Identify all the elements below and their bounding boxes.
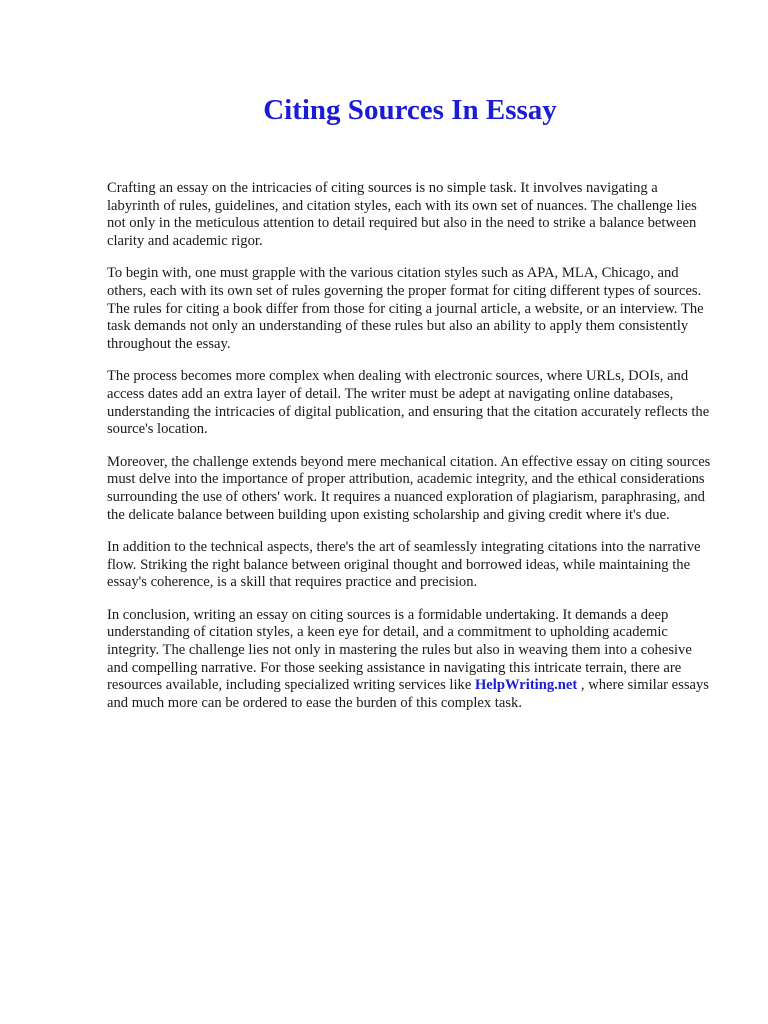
paragraph-integration: In addition to the technical aspects, there's the art of seamlessly integrating citations into the narrative flow. Striking the right balance between original thought and borrowed ideas, while maintaining the essay's coherence, is a skill that requires practice and precision. [107, 539, 701, 591]
paragraph-conclusion [107, 607, 714, 713]
paragraph-electronic-sources: The process becomes more complex when dealing with electronic sources, where URLs, DOIs, and access dates add an extra layer of detail. The writer must be adept at navigating online databases, understanding the intricacies of digital publication, and ensuring that the citation accurately reflects the source's location. [107, 368, 710, 438]
essay-body [107, 180, 714, 727]
helpwriting-link[interactable]: HelpWriting.net [474, 677, 578, 694]
conclusion-text-before-link: In conclusion, writing an essay on citing sources is a formidable undertaking. It demands a deep understanding of citation styles, a keen eye for detail, and a commitment to upholding academic integrity. The challenge lies not only in mastering the rules but also in weaving them into a cohesive and compelling narrative. For those seeking assistance in navigating this intricate terrain, there are resources available, including specialized writing services like [107, 606, 692, 694]
paragraph-citation-styles: To begin with, one must grapple with the various citation styles such as APA, MLA, Chicago, and others, each with its own set of rules governing the proper format for citing different types of sources. The rules for citing a book differ from those for citing a journal article, a website, or an interview. The task demands not only an understanding of these rules but also an ability to apply them consistently throughout the essay. [107, 265, 704, 352]
paragraph-intro: Crafting an essay on the intricacies of citing sources is no simple task. It involves navigating a labyrinth of rules, guidelines, and citation styles, each with its own set of nuances. The challenge lies not only in the meticulous attention to detail required but also in the need to strike a balance between clarity and academic rigor. [107, 180, 697, 249]
conclusion-text-after-link: , where similar essays and much more can be ordered to ease the burden of this complex task. [107, 677, 709, 711]
page-title: Citing Sources In Essay [263, 94, 557, 126]
paragraph-attribution: Moreover, the challenge extends beyond mere mechanical citation. An effective essay on citing sources must delve into the importance of proper attribution, academic integrity, and the ethical considerations surrounding the use of others' work. It requires a nuanced exploration of plagiarism, paraphrasing, and the delicate balance between building upon existing scholarship and giving credit where it's due. [107, 453, 711, 523]
